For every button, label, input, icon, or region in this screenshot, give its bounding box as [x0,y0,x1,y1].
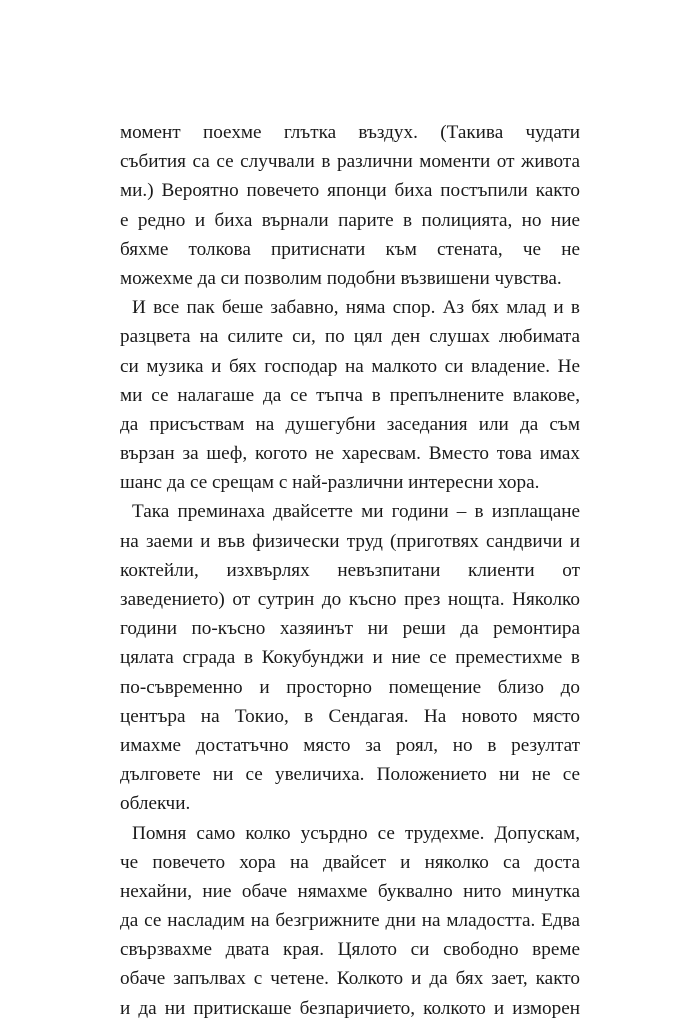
text-line: вързан за шеф, когото не харесвам. Вместо това имах [120,443,580,465]
text-line: е редно и биха върнали парите в полицията, но ние [120,209,580,231]
text-line: облекчи. [120,793,191,815]
text-line: че повечето хора на двайсет и няколко са доста [120,851,580,873]
text-line: Помня само колко усърдно се трудехме. Допускам, [132,822,580,844]
text-line: разцвета на силите си, по цял ден слушах любимата [120,326,580,348]
text-line: и да ни притискаше безпаричието, колкото и изморен [120,997,580,1019]
text-line: свързвахме двата края. Цялото си свободно време [120,939,580,961]
text-line: да се насладим на безгрижните дни на младостта. Едва [120,910,580,932]
text-line: бяхме толкова притиснати към стената, че не [120,238,580,260]
text-line: събития са се случвали в различни моменти от живота [120,151,580,173]
text-line: можехме да си позволим подобни възвишени чувства. [120,267,562,289]
text-line: И все пак беше забавно, няма спор. Аз бях млад и в [132,297,580,319]
text-line: години по-късно хазяинът ни реши да ремонтира [120,618,580,640]
text-line: цялата сграда в Кокубунджи и ние се преместихме в [120,647,580,669]
text-line: дълговете ни се увеличиха. Положението ни не се [120,764,580,786]
text-line: имахме достатъчно място за роял, но в резултат [120,734,580,756]
paragraph [120,293,580,497]
text-line: на заеми и във физически труд (приготвях сандвичи и [120,530,580,552]
paragraph [120,497,580,818]
text-line: шанс да се срещам с най-различни интересни хора. [120,472,540,494]
text-line: Така преминаха двайсетте ми години – в изплащане [132,501,580,523]
paragraph [120,118,580,293]
text-line: ми.) Вероятно повечето японци биха постъпили както [120,180,580,202]
text-line: обаче запълвах с четене. Колкото и да бях зает, както [120,968,580,990]
text-line: си музика и бях господар на малкото си владение. Не [120,355,580,377]
text-line: по-съвременно и просторно помещение близо до [120,676,580,698]
text-line: ми се налагаше да се тъпча в препълнените влакове, [120,384,580,406]
text-line: да присъствам на душегубни заседания или да съм [120,413,580,435]
text-line: заведението) от сутрин до късно през нощта. Няколко [120,589,580,610]
text-line: нехайни, ние обаче нямахме буквално нито минутка [120,880,580,902]
text-line: коктейли, изхвърлях невъзпитани клиенти от [120,559,580,581]
body-text [120,118,580,1023]
text-line: момент поехме глътка въздух. (Такива чудати [120,122,580,143]
text-line: центъра на Токио, в Сендагая. На новото място [120,705,580,727]
paragraph [120,819,580,1023]
